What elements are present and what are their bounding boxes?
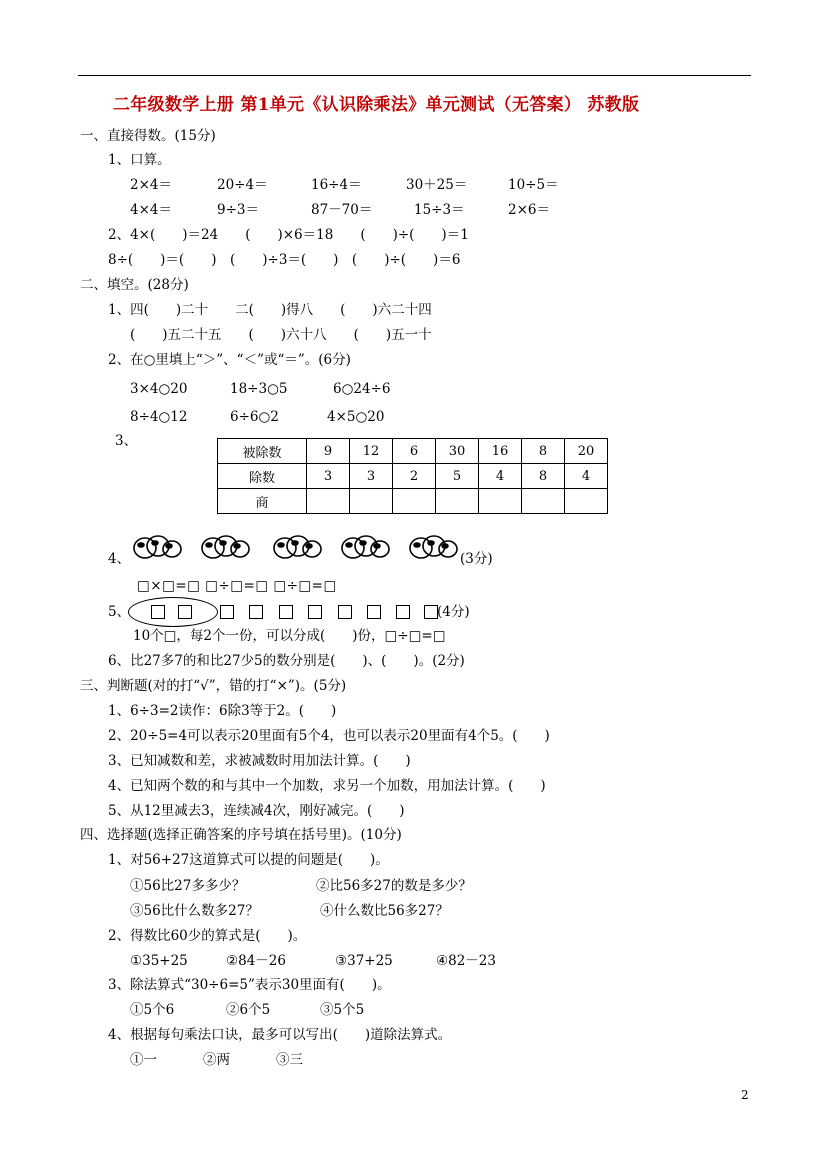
compare-item: 6÷6○2 [230, 409, 279, 425]
table-cell[interactable] [522, 489, 565, 514]
choice-option: ②比56多27的数是多少？ [316, 878, 472, 894]
table-cell: 4 [479, 464, 522, 489]
question-1-1: 1、口算。 [108, 152, 171, 168]
choice-question: 4、根据每句乘法口诀，最多可以写出( )道除法算式。 [108, 1027, 452, 1043]
question-2-4: 4、 [108, 551, 131, 567]
compare-item: 8÷4○12 [130, 409, 188, 425]
question-2-6: 6、比27多7的和比27少5的数分别是( )、( )。(2分) [108, 653, 465, 669]
page-title: 二年级数学上册 第1单元《认识除乘法》单元测试（无答案） 苏教版 [113, 95, 640, 115]
calc-item: 9÷3＝ [217, 202, 259, 218]
section-4-heading: 四、选择题(选择正确答案的序号填在括号里)。(10分) [80, 827, 402, 843]
question-2-1-row-2: ( )五二十五 ( )六十八 ( )五一十 [130, 327, 432, 343]
table-cell: 8 [522, 464, 565, 489]
table-row [218, 489, 608, 514]
calc-item: 30＋25＝ [406, 177, 468, 193]
circle-group [202, 536, 249, 558]
calc-item: 20÷4＝ [217, 177, 268, 193]
square-icon [337, 603, 353, 622]
table-row [218, 439, 608, 464]
calc-item: 4×4＝ [130, 202, 172, 218]
circle-group [134, 536, 181, 558]
question-2-3: 3、 [115, 433, 138, 449]
choice-option: ③37+25 [335, 953, 393, 969]
table-cell: 被除数 [218, 439, 307, 464]
question-2-2: 2、在○里填上“＞”、“＜”或“＝”。(6分) [108, 352, 351, 368]
calc-item: 2×6＝ [508, 202, 550, 218]
question-1-2-row-1: 2、4×( )＝24 ( )×6＝18 ( )÷( )＝1 [108, 227, 469, 243]
circle-groups-figure [130, 531, 460, 565]
table-cell: 16 [479, 439, 522, 464]
square-icon [366, 603, 382, 622]
page-number: 2 [741, 1088, 749, 1102]
table-cell: 3 [350, 464, 393, 489]
choice-option: ④82－23 [436, 953, 496, 969]
circle-group [410, 536, 457, 558]
question-1-2-row-2: 8÷( )＝( ) ( )÷3＝( ) ( )÷( )＝6 [108, 252, 461, 268]
square-icon [219, 603, 235, 622]
question-2-5-text: 10个□，每2个一份，可以分成( )份，□÷□=□ [133, 628, 446, 644]
table-cell: 3 [307, 464, 350, 489]
section-3-heading: 三、判断题(对的打“√”，错的打“×”)。(5分) [80, 678, 347, 694]
question-2-5-score: (4分) [437, 604, 470, 620]
choice-option: ①5个6 [130, 1002, 175, 1018]
choice-option: ③三 [276, 1052, 303, 1068]
judge-item: 1、6÷3=2读作：6除3等于2。( ) [108, 703, 337, 719]
table-cell: 除数 [218, 464, 307, 489]
choice-question: 1、对56+27这道算式可以提的问题是( )。 [108, 852, 389, 868]
table-cell[interactable] [307, 489, 350, 514]
compare-item: 6○24÷6 [333, 381, 391, 397]
table-cell: 6 [393, 439, 436, 464]
section-2-heading: 二、填空。(28分) [80, 277, 189, 293]
question-2-5: 5、 [108, 604, 131, 620]
choice-option: ③5个5 [320, 1002, 365, 1018]
circle-group [342, 536, 389, 558]
calc-item: 87－70＝ [311, 202, 373, 218]
square-icon [248, 603, 264, 622]
judge-item: 2、20÷5=4可以表示20里面有5个4，也可以表示20里面有4个5。( ) [108, 728, 550, 744]
table-cell: 30 [436, 439, 479, 464]
header-rule [78, 75, 751, 76]
table-cell: 12 [350, 439, 393, 464]
question-2-1-row-1: 1、四( )二十 二( )得八 ( )六二十四 [108, 302, 432, 318]
table-cell: 4 [565, 464, 608, 489]
grouping-ellipse [128, 597, 218, 627]
choice-option: ②两 [203, 1052, 230, 1068]
judge-item: 4、已知两个数的和与其中一个加数，求另一个加数，用加法计算。( ) [108, 778, 546, 794]
division-table [217, 438, 608, 514]
table-cell[interactable] [436, 489, 479, 514]
table-cell: 8 [522, 439, 565, 464]
table-cell: 20 [565, 439, 608, 464]
choice-option: ②6个5 [226, 1002, 271, 1018]
square-icon [395, 603, 411, 622]
square-icon [177, 603, 193, 622]
calc-item: 16÷4＝ [311, 177, 362, 193]
judge-item: 3、已知减数和差，求被减数时用加法计算。( ) [108, 753, 411, 769]
square-icon [307, 603, 323, 622]
calc-item: 10÷5＝ [508, 177, 559, 193]
question-2-4-score: (3分) [460, 551, 493, 567]
table-cell: 商 [218, 489, 307, 514]
table-cell[interactable] [393, 489, 436, 514]
choice-question: 3、除法算式“30÷6=5”表示30里面有( )。 [108, 977, 391, 993]
compare-item: 18÷3○5 [230, 381, 288, 397]
choice-option: ②84－26 [226, 953, 286, 969]
table-cell: 2 [393, 464, 436, 489]
table-row [218, 464, 608, 489]
choice-question: 2、得数比60少的算式是( )。 [108, 928, 307, 944]
compare-item: 4×5○20 [327, 409, 385, 425]
choice-option: ①56比27多多少？ [130, 878, 246, 894]
table-cell[interactable] [565, 489, 608, 514]
table-cell: 5 [436, 464, 479, 489]
square-icon [278, 603, 294, 622]
judge-item: 5、从12里减去3，连续减4次，刚好减完。( ) [108, 803, 405, 819]
table-cell[interactable] [350, 489, 393, 514]
table-cell: 9 [307, 439, 350, 464]
choice-option: ③56比什么数多27？ [130, 903, 259, 919]
section-1-heading: 一、直接得数。(15分) [80, 128, 216, 144]
square-icon [150, 603, 166, 622]
calc-item: 2×4＝ [130, 177, 172, 193]
choice-option: ④什么数比56多27？ [320, 903, 449, 919]
question-2-4-blanks: □×□=□ □÷□=□ □÷□=□ [137, 578, 337, 594]
choice-option: ①一 [130, 1052, 157, 1068]
choice-option: ①35+25 [130, 953, 188, 969]
compare-item: 3×4○20 [130, 381, 188, 397]
calc-item: 15÷3＝ [414, 202, 465, 218]
circle-group [274, 536, 321, 558]
table-cell[interactable] [479, 489, 522, 514]
